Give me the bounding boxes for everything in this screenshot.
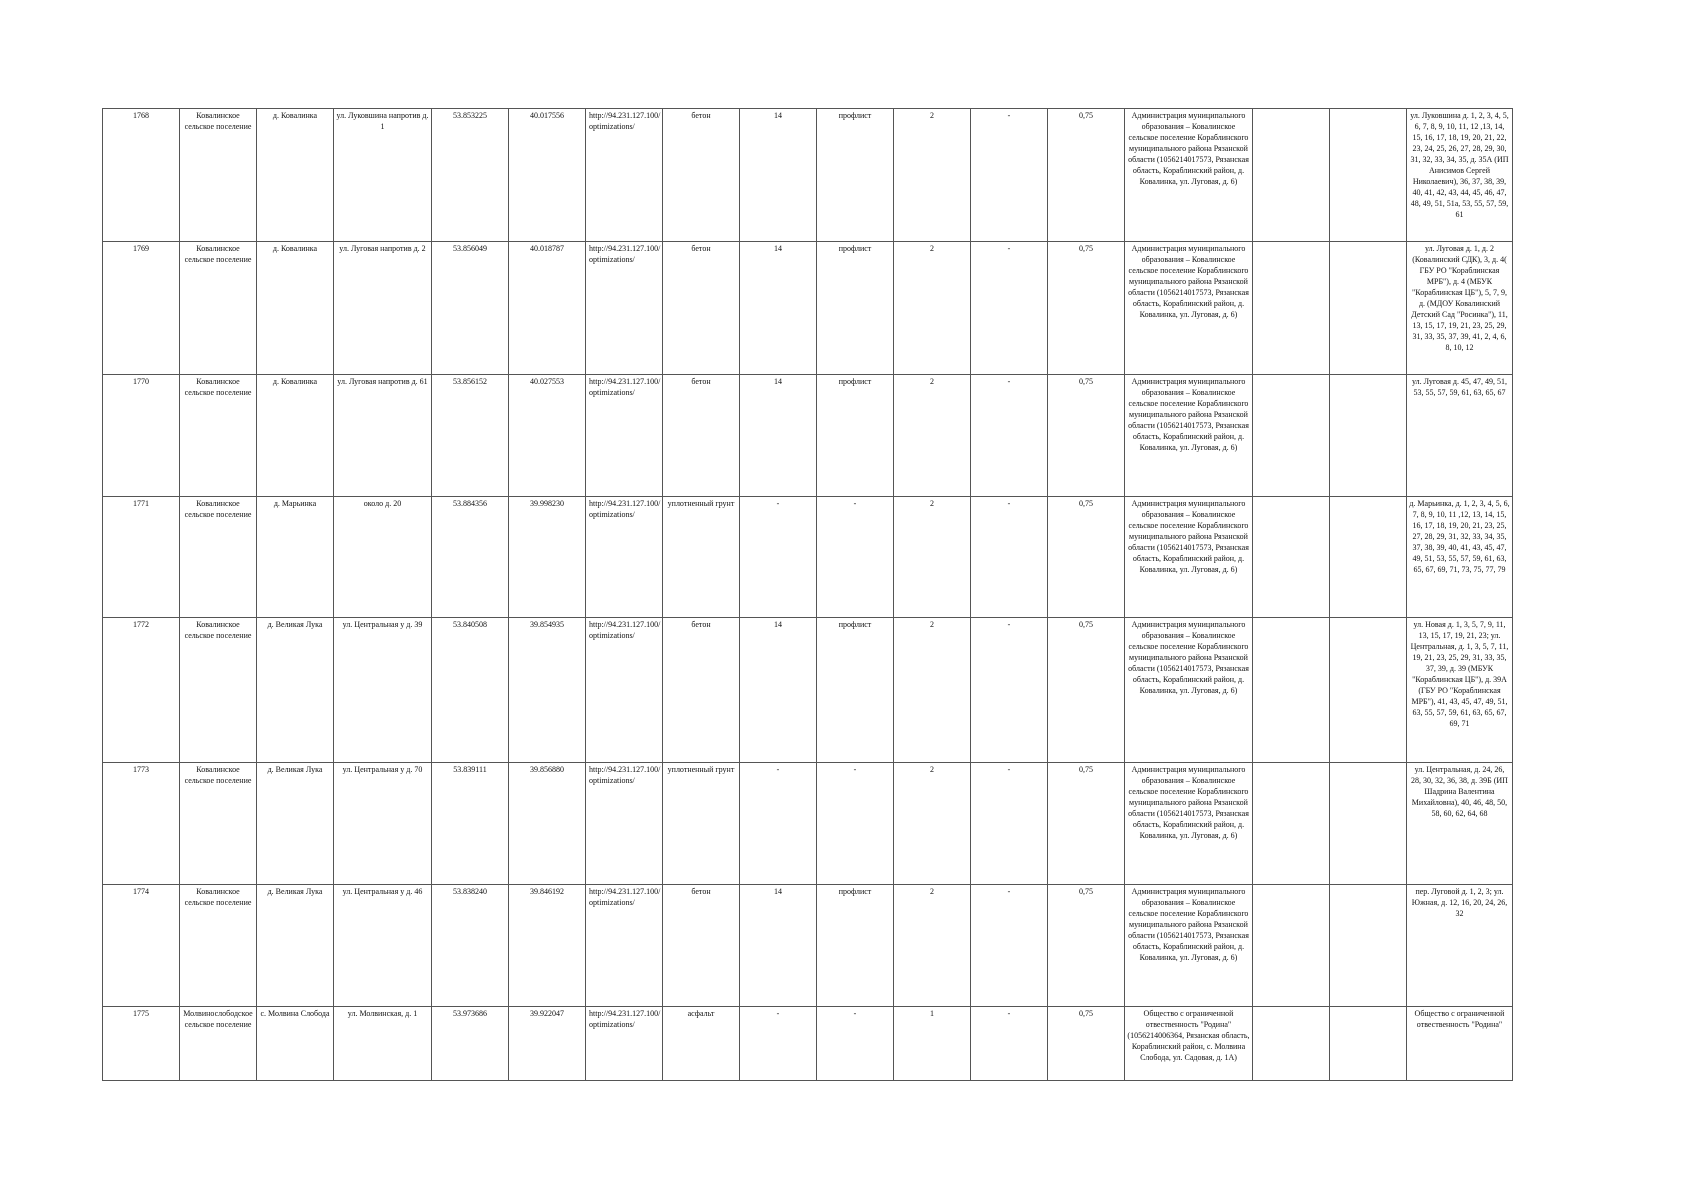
area-cell: 14 <box>740 242 817 375</box>
address-cell: ул. Луговая напротив д. 61 <box>334 375 432 497</box>
area-cell: 14 <box>740 618 817 763</box>
planned-containers-cell: - <box>971 242 1048 375</box>
planned-containers-cell: - <box>971 618 1048 763</box>
map-link-cell[interactable]: http://94.231.127.100/optimizations/ <box>586 375 663 497</box>
surface-type-cell: бетон <box>663 885 740 1007</box>
container-count-cell: 2 <box>894 763 971 885</box>
latitude-cell: 53.840508 <box>432 618 509 763</box>
planned-containers-cell: - <box>971 497 1048 618</box>
surface-type-cell: асфальт <box>663 1007 740 1081</box>
waste-sources-cell: ул. Луговая д. 1, д. 2 (Ковалинский СДК), 3, д. 4( ГБУ РО "Кораблинская МРБ"), д. 4 (МБУК "Кораблинская ЦБ"), 5, 7, 9, д. (МДОУ Ковалинский Детский Сад "Росинка"), 11, 13, 15, 17, 19, 21, 23, 25, 29, 31, 33, 35, 37, 39, 41, 2, 4, 6, 8, 10, 12 <box>1407 242 1513 375</box>
address-cell: ул. Центральная у д. 70 <box>334 763 432 885</box>
container-volume-cell: 0,75 <box>1048 618 1125 763</box>
surface-type-cell: бетон <box>663 375 740 497</box>
address-cell: ул. Центральная у д. 39 <box>334 618 432 763</box>
longitude-cell: 40.018787 <box>509 242 586 375</box>
planned-containers-cell: - <box>971 763 1048 885</box>
longitude-cell: 39.846192 <box>509 885 586 1007</box>
row-number-cell: 1774 <box>103 885 180 1007</box>
map-link-cell[interactable]: http://94.231.127.100/optimizations/ <box>586 242 663 375</box>
fence-material-cell: профлист <box>817 618 894 763</box>
area-cell: 14 <box>740 885 817 1007</box>
container-count-cell: 1 <box>894 1007 971 1081</box>
settlement-cell: Ковалинское сельское поселение <box>180 109 257 242</box>
planned-containers-cell: - <box>971 375 1048 497</box>
area-cell: 14 <box>740 109 817 242</box>
table-row <box>103 618 1513 763</box>
settlement-cell: Ковалинское сельское поселение <box>180 497 257 618</box>
empty-cell <box>1253 109 1330 242</box>
locality-cell: д. Ковалинка <box>257 242 334 375</box>
longitude-cell: 39.856880 <box>509 763 586 885</box>
address-cell: ул. Луковшина напротив д. 1 <box>334 109 432 242</box>
waste-sources-cell: ул. Луковшина д. 1, 2, 3, 4, 5, 6, 7, 8, 9, 10, 11, 12 ,13, 14, 15, 16, 17, 18, 19, 20, 21, 22, 23, 24, 25, 26, 27, 28, 29, 30, 31, 32, 33, 34, 35, д. 35А (ИП Анисимов Сергей Николаевич), 36, 37, 38, 39, 40, 41, 42, 43, 44, 45, 46, 47, 48, 49, 51, 51а, 53, 55, 57, 59, 61 <box>1407 109 1513 242</box>
data-table <box>102 108 1513 1081</box>
locality-cell: д. Великая Лука <box>257 763 334 885</box>
address-cell: ул. Центральная у д. 46 <box>334 885 432 1007</box>
table-row <box>103 375 1513 497</box>
settlement-cell: Молвинослободское сельское поселение <box>180 1007 257 1081</box>
table-body <box>103 109 1513 1081</box>
container-volume-cell: 0,75 <box>1048 242 1125 375</box>
row-number-cell: 1775 <box>103 1007 180 1081</box>
row-number-cell: 1771 <box>103 497 180 618</box>
waste-sources-cell: ул. Луговая д. 45, 47, 49, 51, 53, 55, 57, 59, 61, 63, 65, 67 <box>1407 375 1513 497</box>
row-number-cell: 1773 <box>103 763 180 885</box>
empty-cell <box>1253 497 1330 618</box>
settlement-cell: Ковалинское сельское поселение <box>180 242 257 375</box>
locality-cell: д. Ковалинка <box>257 109 334 242</box>
row-number-cell: 1769 <box>103 242 180 375</box>
map-link-cell[interactable]: http://94.231.127.100/optimizations/ <box>586 618 663 763</box>
planned-containers-cell: - <box>971 1007 1048 1081</box>
longitude-cell: 39.922047 <box>509 1007 586 1081</box>
empty-cell <box>1253 885 1330 1007</box>
settlement-cell: Ковалинское сельское поселение <box>180 375 257 497</box>
address-cell: около д. 20 <box>334 497 432 618</box>
map-link-cell[interactable]: http://94.231.127.100/optimizations/ <box>586 497 663 618</box>
empty-cell <box>1253 618 1330 763</box>
surface-type-cell: бетон <box>663 109 740 242</box>
empty-cell <box>1330 763 1407 885</box>
container-volume-cell: 0,75 <box>1048 375 1125 497</box>
table-row <box>103 109 1513 242</box>
container-count-cell: 2 <box>894 375 971 497</box>
locality-cell: д. Великая Лука <box>257 885 334 1007</box>
fence-material-cell: профлист <box>817 375 894 497</box>
latitude-cell: 53.853225 <box>432 109 509 242</box>
container-count-cell: 2 <box>894 109 971 242</box>
fence-material-cell: профлист <box>817 109 894 242</box>
container-volume-cell: 0,75 <box>1048 109 1125 242</box>
settlement-cell: Ковалинское сельское поселение <box>180 763 257 885</box>
table-row <box>103 497 1513 618</box>
container-count-cell: 2 <box>894 885 971 1007</box>
settlement-cell: Ковалинское сельское поселение <box>180 618 257 763</box>
container-volume-cell: 0,75 <box>1048 1007 1125 1081</box>
longitude-cell: 39.998230 <box>509 497 586 618</box>
waste-sources-cell: ул. Новая д. 1, 3, 5, 7, 9, 11, 13, 15, 17, 19, 21, 23; ул. Центральная, д. 1, 3, 5, 7, 11, 19, 21, 23, 25, 29, 31, 33, 35, 37, 39, д. 39 (МБУК "Кораблинская ЦБ"), д. 39А (ГБУ РО "Кораблинская МРБ"), 41, 43, 45, 47, 49, 51, 63, 55, 57, 59, 61, 63, 65, 67, 69, 71 <box>1407 618 1513 763</box>
table-row <box>103 1007 1513 1081</box>
waste-sources-cell: пер. Луговой д. 1, 2, 3; ул. Южная, д. 12, 16, 20, 24, 26, 32 <box>1407 885 1513 1007</box>
owner-cell: Администрация муниципального образования – Ковалинское сельское поселение Кораблинского муниципального района Рязанской области (1056214017573, Рязанская область, Кораблинский район, д. Ковалинка, ул. Луговая, д. 6) <box>1125 242 1253 375</box>
address-cell: ул. Молвинская, д. 1 <box>334 1007 432 1081</box>
settlement-cell: Ковалинское сельское поселение <box>180 885 257 1007</box>
longitude-cell: 39.854935 <box>509 618 586 763</box>
locality-cell: д. Марьинка <box>257 497 334 618</box>
table-row <box>103 763 1513 885</box>
fence-material-cell: - <box>817 763 894 885</box>
container-count-cell: 2 <box>894 242 971 375</box>
planned-containers-cell: - <box>971 109 1048 242</box>
map-link-cell[interactable]: http://94.231.127.100/optimizations/ <box>586 885 663 1007</box>
row-number-cell: 1772 <box>103 618 180 763</box>
waste-sources-cell: ул. Центральная, д. 24, 26, 28, 30, 32, 36, 38, д. 39Б (ИП Шадрина Валентина Михайловна), 40, 46, 48, 50, 58, 60, 62, 64, 68 <box>1407 763 1513 885</box>
container-count-cell: 2 <box>894 497 971 618</box>
latitude-cell: 53.973686 <box>432 1007 509 1081</box>
owner-cell: Общество с ограниченной отвественность "Родина" (1056214006364, Рязанская область, Кораблинский район, с. Молвина Слобода, ул. Садовая, д. 1А) <box>1125 1007 1253 1081</box>
latitude-cell: 53.856049 <box>432 242 509 375</box>
surface-type-cell: бетон <box>663 618 740 763</box>
latitude-cell: 53.839111 <box>432 763 509 885</box>
container-volume-cell: 0,75 <box>1048 763 1125 885</box>
surface-type-cell: уплотненный грунт <box>663 497 740 618</box>
empty-cell <box>1253 375 1330 497</box>
longitude-cell: 40.027553 <box>509 375 586 497</box>
waste-sources-cell: Общество с ограниченной отвественность "Родина" <box>1407 1007 1513 1081</box>
container-volume-cell: 0,75 <box>1048 885 1125 1007</box>
area-cell: 14 <box>740 375 817 497</box>
fence-material-cell: - <box>817 1007 894 1081</box>
table-row <box>103 242 1513 375</box>
owner-cell: Администрация муниципального образования – Ковалинское сельское поселение Кораблинского муниципального района Рязанской области (1056214017573, Рязанская область, Кораблинский район, д. Ковалинка, ул. Луговая, д. 6) <box>1125 375 1253 497</box>
table-row <box>103 885 1513 1007</box>
empty-cell <box>1253 763 1330 885</box>
empty-cell <box>1253 1007 1330 1081</box>
planned-containers-cell: - <box>971 885 1048 1007</box>
owner-cell: Администрация муниципального образования – Ковалинское сельское поселение Кораблинского муниципального района Рязанской области (1056214017573, Рязанская область, Кораблинский район, д. Ковалинка, ул. Луговая, д. 6) <box>1125 497 1253 618</box>
latitude-cell: 53.856152 <box>432 375 509 497</box>
longitude-cell: 40.017556 <box>509 109 586 242</box>
area-cell: - <box>740 497 817 618</box>
container-count-cell: 2 <box>894 618 971 763</box>
empty-cell <box>1330 242 1407 375</box>
fence-material-cell: - <box>817 497 894 618</box>
owner-cell: Администрация муниципального образования – Ковалинское сельское поселение Кораблинского муниципального района Рязанской области (1056214017573, Рязанская область, Кораблинский район, д. Ковалинка, ул. Луговая, д. 6) <box>1125 763 1253 885</box>
empty-cell <box>1330 885 1407 1007</box>
latitude-cell: 53.838240 <box>432 885 509 1007</box>
locality-cell: с. Молвина Слобода <box>257 1007 334 1081</box>
fence-material-cell: профлист <box>817 885 894 1007</box>
surface-type-cell: бетон <box>663 242 740 375</box>
empty-cell <box>1330 497 1407 618</box>
empty-cell <box>1253 242 1330 375</box>
map-link-cell[interactable]: http://94.231.127.100/optimizations/ <box>586 1007 663 1081</box>
locality-cell: д. Великая Лука <box>257 618 334 763</box>
fence-material-cell: профлист <box>817 242 894 375</box>
map-link-cell[interactable]: http://94.231.127.100/optimizations/ <box>586 763 663 885</box>
map-link-cell[interactable]: http://94.231.127.100/optimizations/ <box>586 109 663 242</box>
owner-cell: Администрация муниципального образования – Ковалинское сельское поселение Кораблинского муниципального района Рязанской области (1056214017573, Рязанская область, Кораблинский район, д. Ковалинка, ул. Луговая, д. 6) <box>1125 885 1253 1007</box>
empty-cell <box>1330 1007 1407 1081</box>
empty-cell <box>1330 109 1407 242</box>
locality-cell: д. Ковалинка <box>257 375 334 497</box>
owner-cell: Администрация муниципального образования – Ковалинское сельское поселение Кораблинского муниципального района Рязанской области (1056214017573, Рязанская область, Кораблинский район, д. Ковалинка, ул. Луговая, д. 6) <box>1125 109 1253 242</box>
container-volume-cell: 0,75 <box>1048 497 1125 618</box>
address-cell: ул. Луговая напротив д. 2 <box>334 242 432 375</box>
waste-sources-cell: д. Марьинка, д. 1, 2, 3, 4, 5, 6, 7, 8, 9, 10, 11 ,12, 13, 14, 15, 16, 17, 18, 19, 20, 21, 23, 25, 27, 28, 29, 31, 32, 33, 34, 35, 37, 38, 39, 40, 41, 43, 45, 47, 49, 51, 53, 55, 57, 59, 61, 63, 65, 67, 69, 71, 73, 75, 77, 79 <box>1407 497 1513 618</box>
latitude-cell: 53.884356 <box>432 497 509 618</box>
row-number-cell: 1770 <box>103 375 180 497</box>
surface-type-cell: уплотненный грунт <box>663 763 740 885</box>
area-cell: - <box>740 763 817 885</box>
empty-cell <box>1330 618 1407 763</box>
area-cell: - <box>740 1007 817 1081</box>
empty-cell <box>1330 375 1407 497</box>
owner-cell: Администрация муниципального образования – Ковалинское сельское поселение Кораблинского муниципального района Рязанской области (1056214017573, Рязанская область, Кораблинский район, д. Ковалинка, ул. Луговая, д. 6) <box>1125 618 1253 763</box>
row-number-cell: 1768 <box>103 109 180 242</box>
